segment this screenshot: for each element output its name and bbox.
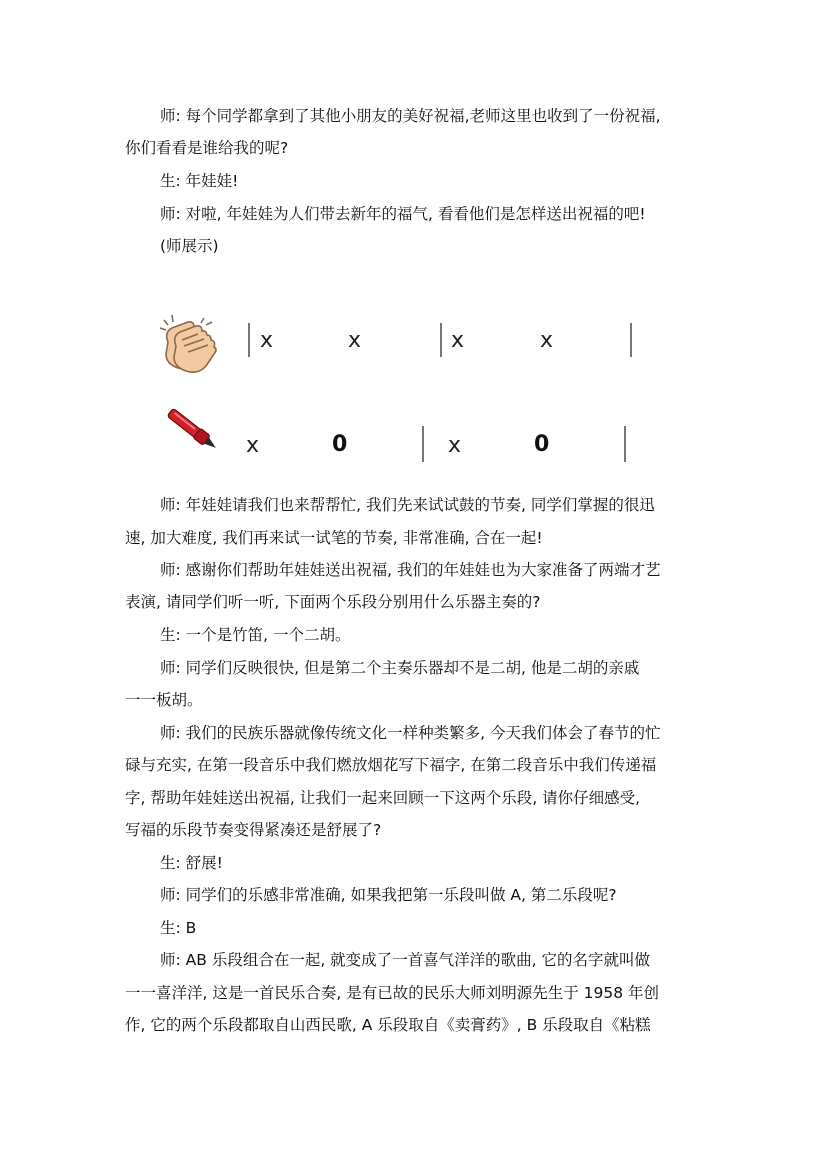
paragraph-line: 你们看看是谁给我的呢? — [125, 139, 289, 157]
rhythm-note: x — [451, 328, 465, 353]
clapping-hands-icon — [158, 312, 220, 374]
rhythm-note: x — [348, 328, 362, 353]
paragraph-line: 写福的乐段节奏变得紧凑还是舒展了? — [125, 821, 382, 839]
bar-line — [422, 426, 424, 462]
paragraph-line: (师展示) — [160, 237, 219, 255]
bar-line — [630, 323, 632, 357]
bar-line — [624, 426, 626, 462]
paragraph-line: 师: 同学们的乐感非常准确, 如果我把第一乐段叫做 A, 第二乐段呢? — [160, 886, 617, 904]
paragraph-line: 一一喜洋洋, 这是一首民乐合奏, 是有已故的民乐大师刘明源先生于 1958 年创 — [125, 984, 660, 1002]
bar-line — [248, 323, 250, 357]
paragraph-line: 速, 加大难度, 我们再来试一试笔的节奏, 非常准确, 合在一起! — [125, 529, 543, 547]
rhythm-rest: 0 — [534, 432, 550, 457]
paragraph-line: 一一板胡。 — [125, 691, 203, 709]
bar-line — [440, 323, 442, 357]
paragraph-line: 字, 帮助年娃娃送出祝福, 让我们一起来回顾一下这两个乐段, 请你仔细感受, — [125, 789, 640, 807]
paragraph-line: 师: 我们的民族乐器就像传统文化一样种类繁多, 今天我们体会了春节的忙 — [160, 724, 661, 742]
rhythm-note: x — [448, 433, 462, 458]
paragraph-line: 表演, 请同学们听一听, 下面两个乐段分别用什么乐器主奏的? — [125, 593, 541, 611]
paragraph-line: 生: B — [160, 919, 197, 937]
paragraph-line: 师: 同学们反映很快, 但是第二个主奏乐器却不是二胡, 他是二胡的亲戚 — [160, 659, 640, 677]
paragraph-line: 碌与充实, 在第一段音乐中我们燃放烟花写下福字, 在第二段音乐中我们传递福 — [125, 756, 657, 774]
paragraph-line: 师: 对啦, 年娃娃为人们带去新年的福气, 看看他们是怎样送出祝福的吧! — [160, 205, 646, 223]
rhythm-note: x — [260, 328, 274, 353]
paragraph-line: 生: 年娃娃! — [160, 172, 239, 190]
rhythm-note: x — [246, 433, 260, 458]
paragraph-line: 师: 年娃娃请我们也来帮帮忙, 我们先来试试鼓的节奏, 同学们掌握的很迅 — [160, 496, 655, 514]
paragraph-line: 生: 一个是竹笛, 一个二胡。 — [160, 626, 351, 644]
paragraph-line: 生: 舒展! — [160, 854, 223, 872]
rhythm-rest: 0 — [332, 432, 348, 457]
red-pen-icon — [160, 400, 226, 460]
paragraph-line: 师: AB 乐段组合在一起, 就变成了一首喜气洋洋的歌曲, 它的名字就叫做 — [160, 951, 651, 969]
paragraph-line: 师: 每个同学都拿到了其他小朋友的美好祝福,老师这里也收到了一份祝福, — [160, 107, 661, 125]
paragraph-line: 作, 它的两个乐段都取自山西民歌, A 乐段取自《卖膏药》, B 乐段取自《粘糕 — [125, 1016, 651, 1034]
rhythm-note: x — [540, 328, 554, 353]
paragraph-line: 师: 感谢你们帮助年娃娃送出祝福, 我们的年娃娃也为大家准备了两端才艺 — [160, 561, 661, 579]
